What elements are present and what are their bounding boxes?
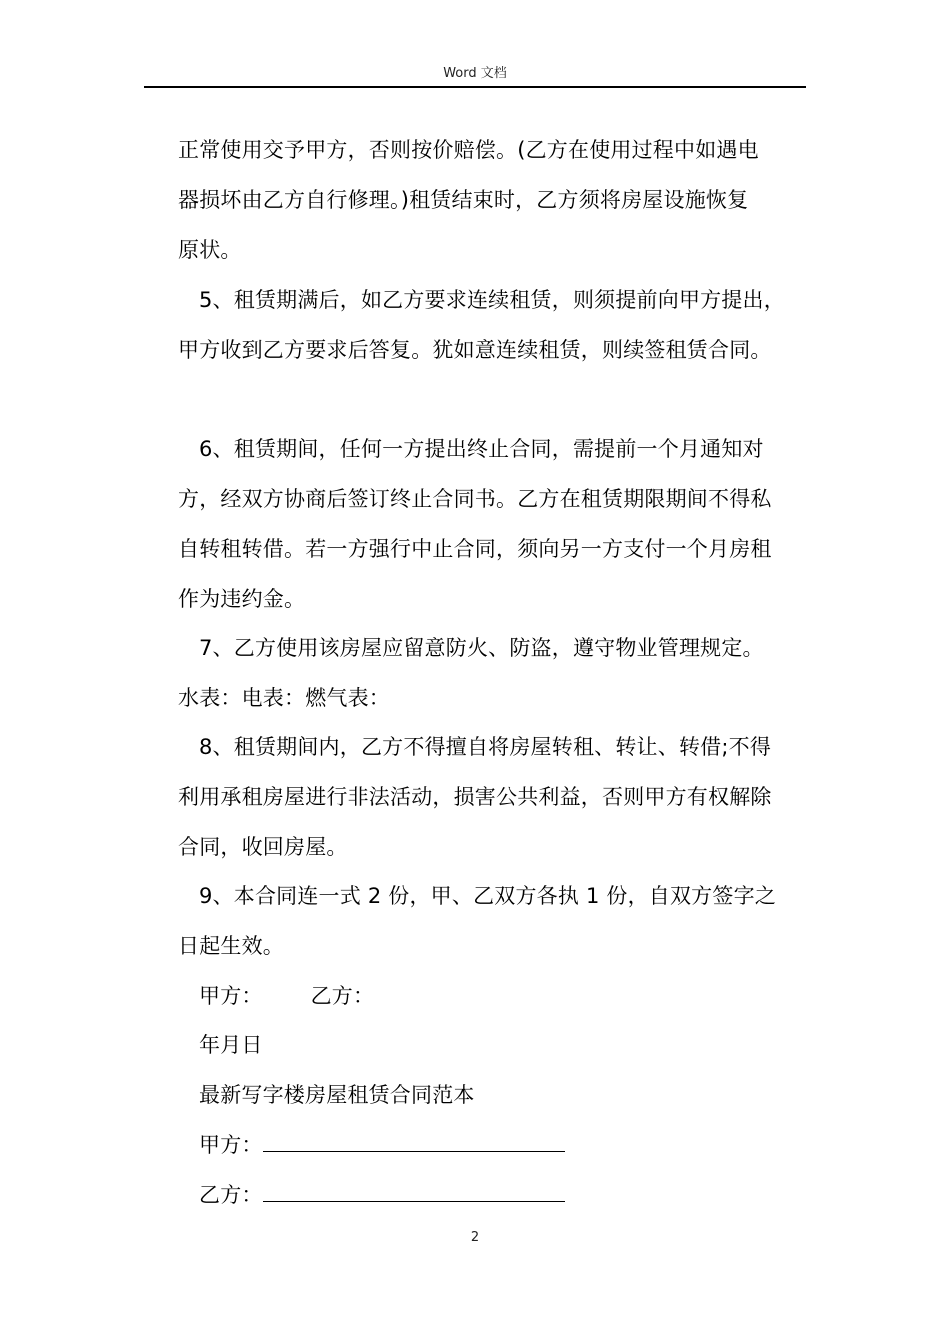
body-line: 作为违约金。	[178, 587, 306, 611]
body-line: 甲方收到乙方要求后答复。犹如意连续租赁，则续签租赁合同。	[178, 338, 772, 362]
next-contract-title: 最新写字楼房屋租赁合同范本	[199, 1083, 475, 1107]
body-line: 器损坏由乙方自行修理。)租赁结束时，乙方须将房屋设施恢复	[178, 188, 749, 212]
body-line: 自转租转借。若一方强行中止合同，须向另一方支付一个月房租	[178, 537, 772, 561]
body-line: 利用承租房屋进行非法活动，损害公共利益，否则甲方有权解除	[178, 785, 772, 809]
page-header: Word 文档	[443, 66, 507, 81]
clause-6-line: 6、租赁期间，任何一方提出终止合同，需提前一个月通知对	[199, 437, 764, 461]
meter-line: 水表：电表：燃气表：	[178, 686, 390, 710]
party-b-blank[interactable]	[263, 1181, 565, 1202]
party-a-form-label: 甲方：	[199, 1133, 263, 1157]
body-line: 正常使用交予甲方，否则按价赔偿。(乙方在使用过程中如遇电	[178, 138, 759, 162]
signature-line	[199, 983, 374, 1009]
body-line: 日起生效。	[178, 934, 284, 958]
party-b-signature-label: 乙方：	[310, 984, 375, 1008]
body-line: 原状。	[178, 238, 242, 262]
clause-8-line: 8、租赁期间内，乙方不得擅自将房屋转租、转让、转借;不得	[199, 735, 772, 759]
date-line: 年月日	[199, 1033, 263, 1057]
body-line: 方，经双方协商后签订终止合同书。乙方在租赁期限期间不得私	[178, 487, 772, 511]
clause-9-line: 9、本合同连一式 2 份，甲、乙双方各执 1 份，自双方签字之	[199, 884, 776, 908]
body-line: 合同，收回房屋。	[178, 835, 348, 859]
clause-7-line: 7、乙方使用该房屋应留意防火、防盗，遵守物业管理规定。	[199, 636, 764, 660]
party-a-signature-label: 甲方：	[199, 984, 263, 1008]
clause-5-line: 5、租赁期满后，如乙方要求连续租赁，则须提前向甲方提出，	[199, 288, 785, 312]
party-a-blank[interactable]	[263, 1131, 565, 1152]
party-b-form-row	[199, 1181, 565, 1208]
party-b-form-label: 乙方：	[199, 1183, 263, 1207]
party-a-form-row	[199, 1131, 565, 1158]
page-number: 2	[470, 1230, 480, 1245]
header-divider	[144, 86, 806, 88]
